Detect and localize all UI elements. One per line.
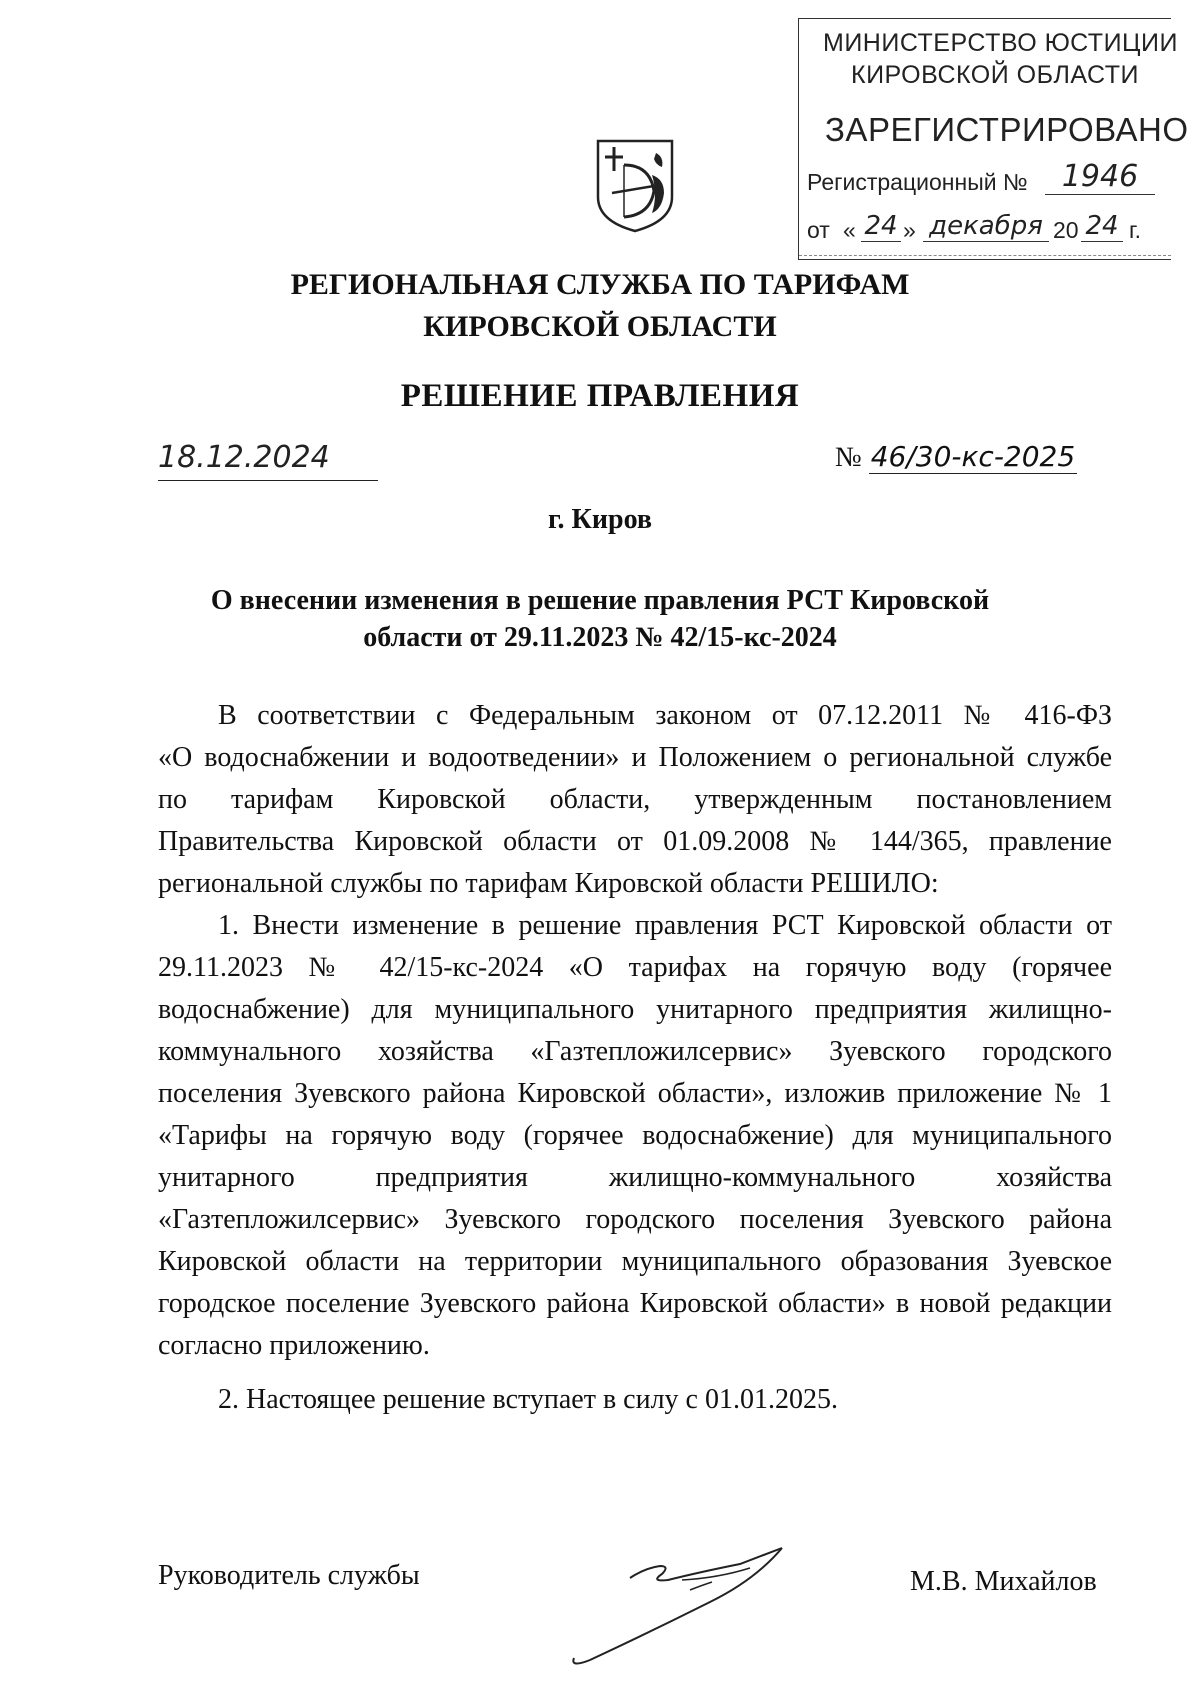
stamp-year-suffix: 24 [1081,211,1123,242]
stamp-status: ЗАРЕГИСТРИРОВАНО [825,111,1189,148]
stamp-year-prefix: 20 [1053,217,1079,243]
stamp-region: КИРОВСКОЙ ОБЛАСТИ [851,61,1139,89]
handwritten-signature [550,1520,880,1670]
body-line: по тарифам Кировской области, утвержденным постановлением [158,784,1112,815]
stamp-ministry: МИНИСТЕРСТВО ЮСТИЦИИ [823,29,1178,57]
document-number-line [835,440,1077,474]
city: г. Киров [548,504,652,535]
subject-line2: области от 29.11.2023 № 42/15-кс-2024 [363,622,837,653]
org-name-line2: КИРОВСКОЙ ОБЛАСТИ [423,310,777,343]
org-name-line1: РЕГИОНАЛЬНАЯ СЛУЖБА ПО ТАРИФАМ [290,268,910,301]
body-line: «О водоснабжении и водоотведении» и Положением о региональной службе [158,742,1112,773]
body-line: «Газтепложилсервис» Зуевского городского поселения Зуевского района [158,1204,1112,1235]
stamp-day: 24 [861,211,901,242]
body-line: 2. Настоящее решение вступает в силу с 01.01.2025. [218,1384,838,1415]
stamp-quote-open: « [843,217,856,243]
stamp-year-mark: г. [1129,217,1141,243]
stamp-quote-close: » [903,217,916,243]
body-line: водоснабжение) для муниципального унитарного предприятия жилищно- [158,994,1112,1025]
subject-line1: О внесении изменения в решение правления РСТ Кировской [210,585,990,616]
signature-position: Руководитель службы [158,1560,420,1591]
stamp-baseline [799,255,1171,256]
coat-of-arms-icon [594,135,676,233]
body-line: Правительства Кировской области от 01.09.2008 № 144/365, правление [158,826,1112,857]
body-line: 29.11.2023 № 42/15-кс-2024 «О тарифах на горячую воду (горячее [158,952,1112,983]
body-line: согласно приложению. [158,1330,430,1361]
document-number: 46/30-кс-2025 [870,440,1076,473]
number-label: № [835,442,862,473]
stamp-reg-label: Регистрационный № [807,169,1028,195]
document-date: 18.12.2024 [158,440,378,481]
body-line: В соответствии с Федеральным законом от 07.12.2011 № 416-ФЗ [218,700,1112,731]
stamp-reg-number: 1946 [1045,159,1155,195]
body-line: «Тарифы на горячую воду (горячее водоснабжение) для муниципального [158,1120,1112,1151]
stamp-from-label: от [807,217,830,243]
body-line: унитарного предприятия жилищно-коммунального хозяйства [158,1162,1112,1193]
document-title: РЕШЕНИЕ ПРАВЛЕНИЯ [400,378,800,414]
body-line: Кировской области на территории муниципального образования Зуевское [158,1246,1112,1277]
signatory-name: М.В. Михайлов [910,1566,1097,1597]
registration-stamp [798,18,1189,260]
stamp-reg-line [807,159,1139,196]
body-line: городское поселение Зуевского района Кировской области» в новой редакции [158,1288,1112,1319]
stamp-date-line [807,211,1167,251]
body-line: 1. Внести изменение в решение правления РСТ Кировской области от [218,910,1112,941]
stamp-month: декабря [923,211,1049,242]
body-line: поселения Зуевского района Кировской области», изложив приложение № 1 [158,1078,1112,1109]
body-line: региональной службы по тарифам Кировской области РЕШИЛО: [158,868,939,899]
body-line: коммунального хозяйства «Газтепложилсервис» Зуевского городского [158,1036,1112,1067]
